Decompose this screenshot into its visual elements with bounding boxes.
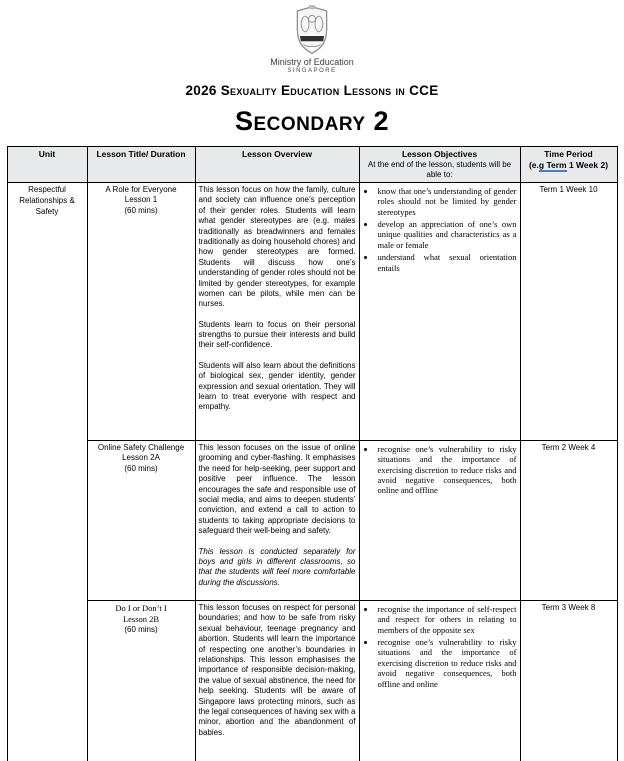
lesson-objectives-cell xyxy=(359,441,520,601)
overview-paragraph: Students learn to focus on their personal strengths to pursue their interests and build their self-confidence. xyxy=(198,319,356,350)
lesson-objectives-cell xyxy=(359,601,520,761)
lesson-title: Online Safety Challenge xyxy=(97,443,185,452)
lesson-overview-cell xyxy=(195,601,359,761)
lesson-duration: (60 mins) xyxy=(124,205,158,215)
lesson-title: A Role for Everyone xyxy=(105,185,177,194)
objective-item: • develop an appreciation of one’s own unique qualities and characteristics as a male or female xyxy=(376,219,517,250)
objectives-list xyxy=(363,604,517,689)
table-header-row xyxy=(7,147,617,183)
time-period-cell: Term 2 Week 4 xyxy=(520,441,617,601)
objectives-header-subtext: At the end of the lesson, students will be able to: xyxy=(367,160,512,179)
table-row xyxy=(7,601,617,761)
time-period-cell: Term 1 Week 10 xyxy=(520,183,617,441)
col-header-unit: Unit xyxy=(7,147,87,183)
col-header-time-period xyxy=(520,147,617,183)
time-period-example-prefix: (e. xyxy=(528,160,539,170)
objectives-list xyxy=(363,186,517,273)
time-period-header-subtext xyxy=(524,160,614,170)
col-header-objectives xyxy=(359,147,520,183)
lesson-title: Do I or Don’t I xyxy=(115,603,167,613)
lesson-title-cell xyxy=(87,601,195,761)
lesson-title-cell xyxy=(87,441,195,601)
time-period-example-suffix: 1 Week 2) xyxy=(566,160,609,170)
overview-paragraph-italic: This lesson is conducted separately for boys and girls in different classrooms, so that the students will feel more comfortable during the discussions. xyxy=(198,546,356,587)
objectives-list xyxy=(363,444,517,496)
objective-item: • know that one’s understanding of gender roles should not be limited by gender stereotypes xyxy=(376,186,517,217)
overview-paragraph: This lesson focus on how the family, culture and society can influence one’s perception of their gender roles. Students will learn what gender stereotypes are (e.g. males traditionally as breadwinners and females traditionally as doing household chores) and how gender stereotypes are formed. Students will discuss how one’s understanding of gender roles should not be limited by gender stereotypes, for example women can be pilots, while men can be nurses. xyxy=(198,185,356,309)
objective-item: • recognise the importance of self-respect and respect for others in relating to members of the opposite sex xyxy=(376,604,517,635)
lesson-duration: (60 mins) xyxy=(124,463,158,473)
objective-item: • recognise one’s vulnerability to risky situations and the importance of exercising discretion to reduce risks and avoid negative consequences, both offline and online xyxy=(376,637,517,689)
lesson-number: Lesson 2A xyxy=(122,453,160,463)
time-period-example-underlined: g Term xyxy=(538,160,567,170)
overview-paragraph: Students will also learn about the definitions of biological sex, gender identity, gender expression and sexual orientation. They will learn to treat everyone with respect and empathy. xyxy=(198,360,356,412)
objective-item: • recognise one’s vulnerability to risky situations and the importance of exercising discretion to reduce risks and avoid negative consequences, both online and offline xyxy=(376,444,517,496)
objectives-header-label: Lesson Objectives xyxy=(401,149,478,159)
document-title: 2026 Sexuality Education Lessons in CCE xyxy=(185,83,439,98)
masthead xyxy=(0,0,624,74)
lesson-number: Lesson 1 xyxy=(124,195,158,205)
overview-paragraph: This lesson focuses on the issue of online grooming and cyber-flashing. It emphasises the need for help-seeking, peer support and positive peer influence. The lesson encourages the safe and responsible use of social media, and aims to deepen students’ conviction, and extend a call to action to students to taking appropriate decisions to safeguard their well-being and safety. xyxy=(198,443,356,536)
objective-item: • understand what sexual orientation entails xyxy=(376,252,517,273)
lesson-overview-cell xyxy=(195,441,359,601)
lesson-number: Lesson 2B xyxy=(122,614,160,625)
time-period-cell: Term 3 Week 8 xyxy=(520,601,617,761)
lesson-duration: (60 mins) xyxy=(124,625,158,635)
moe-crest-icon xyxy=(286,5,338,55)
col-header-lesson-title: Lesson Title/ Duration xyxy=(87,147,195,183)
overview-paragraph: This lesson focuses on respect for personal boundaries; and how to be safe from risky sexual behaviour, teenage pregnancy and abortion. Students will learn the importance of respecting one another’s boundaries in relationships. This lesson emphasises the importance of responsible decision-making, the value of sexual abstinence, the need for help seeking. Students will be aware of Singapore laws protecting minors, such as the legal consequences of having sex with a minor, abortion and the abandonment of babies. xyxy=(198,603,356,737)
table-row xyxy=(7,441,617,601)
country-name: SINGAPORE xyxy=(287,68,337,74)
col-header-overview: Lesson Overview xyxy=(195,147,359,183)
unit-cell: Respectful Relationships & Safety xyxy=(7,183,87,761)
section-title: Secondary 2 xyxy=(234,106,390,136)
lesson-objectives-cell xyxy=(359,183,520,441)
time-period-header-label: Time Period xyxy=(544,149,593,159)
lesson-overview-cell xyxy=(195,183,359,441)
lesson-title-cell xyxy=(87,183,195,441)
lessons-table xyxy=(7,146,618,761)
table-row xyxy=(7,183,617,441)
ministry-name: Ministry of Education xyxy=(270,57,354,67)
